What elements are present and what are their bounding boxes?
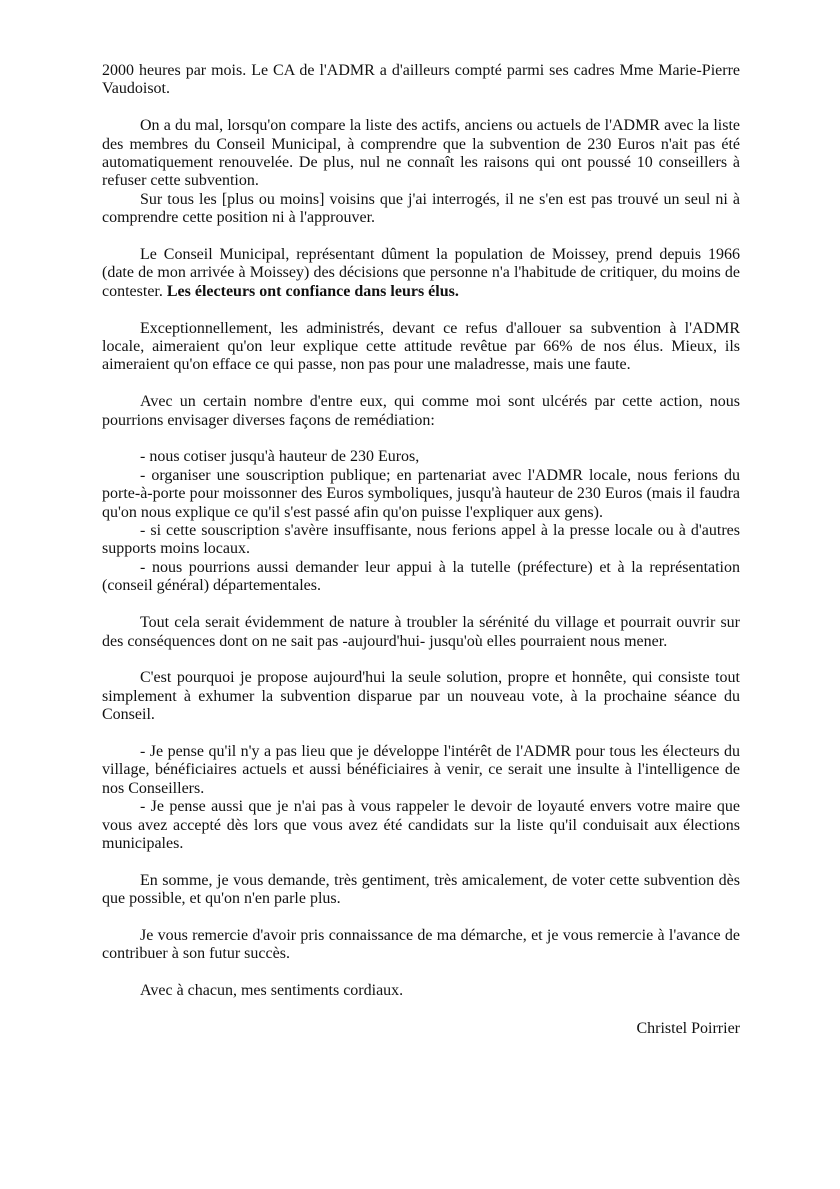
paragraph-consequences: Tout cela serait évidemment de nature à troubler la sérénité du village et pourrait ouvrir sur des conséquences dont on ne sait pas -aujourd'hui- jusqu'où elles pourraient nous mener. [102,614,740,650]
paragraph-closing: Avec à chacun, mes sentiments cordiaux. [140,982,404,1000]
voters-trust-emphasis: Les électeurs ont confiance dans leurs élus. [166,282,459,300]
list-item-authorities: - nous pourrions aussi demander leur appui à la tutelle (préfecture) et à la représentation (conseil général) départementales. [102,558,740,595]
paragraph-subsidy-comparison: On a du mal, lorsqu'on compare la liste des actifs, anciens ou actuels de l'ADMR avec la liste des membres du Conseil Municipal, à comprendre que la subvention de 230 Euros n'ait pas été automatiquement renouvelée. De plus, nul ne connaît les raisons qui ont poussé 10 conseillers à refuser cette subvention. [102,117,740,190]
paragraph-thanks: Je vous remercie d'avoir pris connaissance de ma démarche, et je vous remercie à l'avance de contribuer à son futur succès. [102,926,740,963]
paragraph-remediation-intro: Avec un certain nombre d'entre eux, qui comme moi sont ulcérés par cette action, nous pourrions envisager diverses façons de remédiation: [102,393,740,429]
paragraph-request: En somme, je vous demande, très gentiment, très amicalement, de voter cette subvention dès que possible, et qu'on n'en parle plus. [102,871,740,908]
paragraph-exceptionally: Exceptionnellement, les administrés, devant ce refus d'allouer sa subvention à l'ADMR locale, aimeraient qu'on leur explique cette attitude revêtue par 66% de nos élus. Mieux, ils aimeraient qu'on efface ce qui passe, non pas pour une maladresse, mais une faute. [102,319,740,374]
paragraph-proposal: C'est pourquoi je propose aujourd'hui la seule solution, propre et honnête, qui consiste tout simplement à exhumer la subvention disparue par un nouveau vote, à la prochaine séance du Conseil. [102,669,740,724]
council-text: Le Conseil Municipal, représentant dûment la population de Moissey, prend depuis 1966 (date de mon arrivée à Moissey) des décisions que personne n'a l'habitude de critiquer, du moins de contester. [102,246,740,300]
paragraph-municipal-council [102,246,740,301]
paragraph-admr-hours: 2000 heures par mois. Le CA de l'ADMR a d'ailleurs compté parmi ses cadres Mme Marie-Pierre Vaudoisot. [102,62,740,98]
paragraph-loyalty: - Je pense aussi que je n'ai pas à vous rappeler le devoir de loyauté envers votre maire que vous avez accepté dès lors que vous avez été candidats sur la liste qu'il conduisait aux élections municipales. [102,798,740,852]
list-item-contribution: - nous cotiser jusqu'à hauteur de 230 Euros, [140,448,420,466]
paragraph-admr-interest: - Je pense qu'il n'y a pas lieu que je développe l'intérêt de l'ADMR pour tous les électeurs du village, bénéficiaires actuels et aussi bénéficiaires à venir, ce serait une insulte à l'intelligence de nos Conseillers. [102,742,740,797]
list-item-press: - si cette souscription s'avère insuffisante, nous ferions appel à la presse locale ou à d'autres supports moins locaux. [102,522,740,558]
signature: Christel Poirrier [636,1019,740,1037]
paragraph-neighbors-opinion: Sur tous les [plus ou moins] voisins que j'ai interrogés, il ne s'en est pas trouvé un seul ni à comprendre cette position ni à l'approuver. [102,190,740,227]
list-item-subscription: - organiser une souscription publique; en partenariat avec l'ADMR locale, nous ferions du porte-à-porte pour moissonner des Euros symboliques, jusqu'à hauteur de 230 Euros (mais il faudra qu'on nous explique ce qu'il s'est passé afin qu'on puisse l'expliquer aux gens). [102,466,740,521]
